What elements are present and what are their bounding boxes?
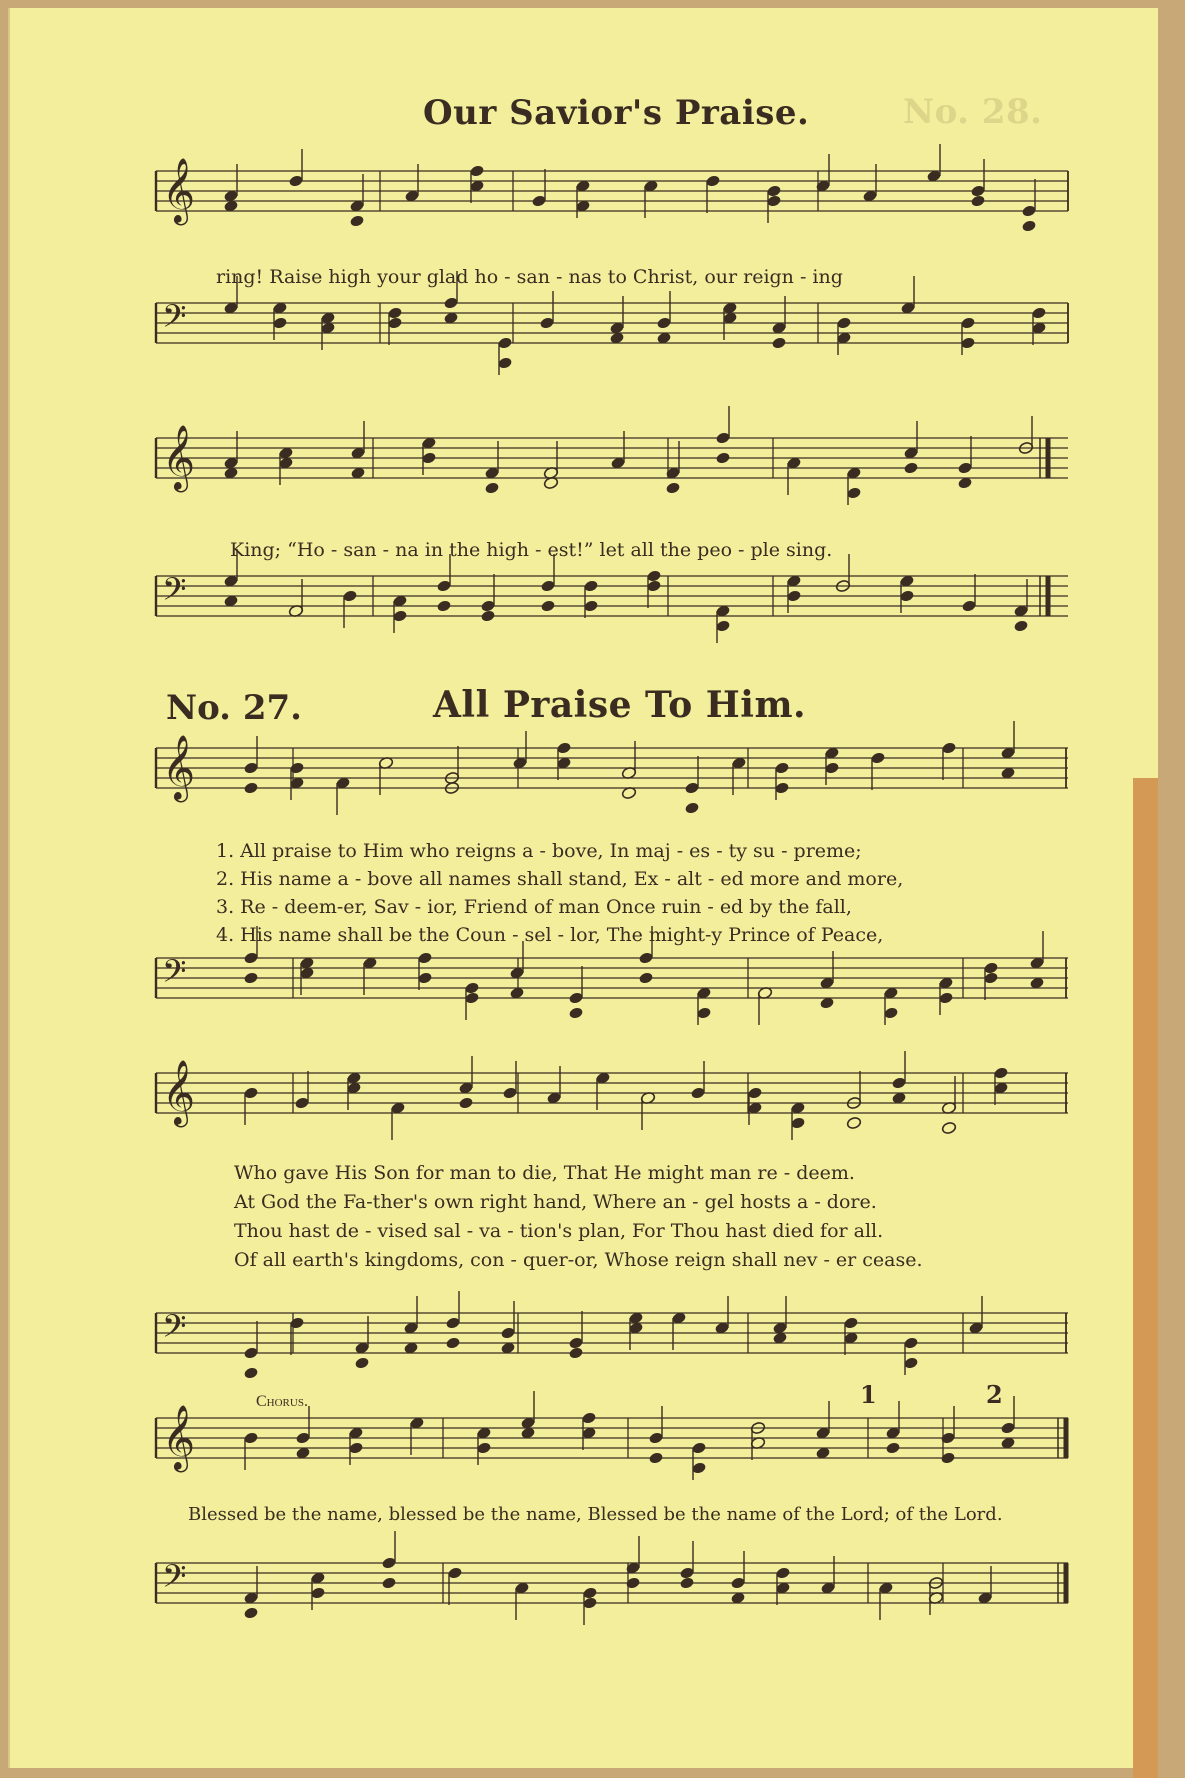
chorus-lyrics: Blessed be the name, blessed be the name, Blessed be the name of the Lord; of the Lord. — [188, 1504, 1003, 1525]
verse-line: 1. All praise to Him who reigns a - bove, In maj - es - ty su - preme; — [216, 840, 862, 862]
ending-label-2: 2 — [986, 1380, 1003, 1409]
svg-text:𝄢: 𝄢 — [162, 1558, 187, 1602]
hymn-number: No. 27. — [166, 688, 302, 728]
verse-line: Of all earth's kingdoms, con - quer-or, Whose reign shall nev - er cease. — [234, 1249, 923, 1271]
hymn-title: All Praise To Him. — [433, 684, 807, 726]
svg-text:𝄞: 𝄞 — [162, 158, 196, 223]
svg-text:𝄢: 𝄢 — [162, 298, 187, 342]
ghost-header-number: No. 28. — [903, 92, 1043, 132]
svg-text:𝄞: 𝄞 — [162, 1405, 196, 1470]
svg-text:𝄢: 𝄢 — [162, 953, 187, 997]
svg-text:𝄞: 𝄞 — [162, 425, 196, 490]
svg-text:𝄞: 𝄞 — [162, 735, 196, 800]
verse-line: 4. His name shall be the Coun - sel - lor, The might-y Prince of Peace, — [216, 924, 884, 946]
verse-line: Thou hast de - vised sal - va - tion's plan, For Thou hast died for all. — [234, 1220, 884, 1242]
lyrics-line: King; “Ho - san - na in the high - est!” let all the peo - ple sing. — [230, 539, 833, 561]
lyrics-line: ring! Raise high your glad ho - san - nas to Christ, our reign - ing — [216, 266, 843, 288]
verse-line: 3. Re - deem-er, Sav - ior, Friend of man Once ruin - ed by the fall, — [216, 896, 852, 918]
hymn-title: Our Savior's Praise. — [423, 93, 810, 133]
chorus-label: Chorus. — [256, 1393, 308, 1410]
verse-line: Who gave His Son for man to die, That He might man re - deem. — [234, 1162, 855, 1184]
svg-text:𝄞: 𝄞 — [162, 1060, 196, 1125]
verse-line: 2. His name a - bove all names shall stand, Ex - alt - ed more and more, — [216, 868, 904, 890]
verse-line: At God the Fa-ther's own right hand, Where an - gel hosts a - dore. — [234, 1191, 877, 1213]
ending-label-1: 1 — [860, 1380, 877, 1409]
svg-text:𝄢: 𝄢 — [162, 571, 187, 615]
svg-text:𝄢: 𝄢 — [162, 1308, 187, 1352]
hymnal-page — [8, 8, 1158, 1768]
